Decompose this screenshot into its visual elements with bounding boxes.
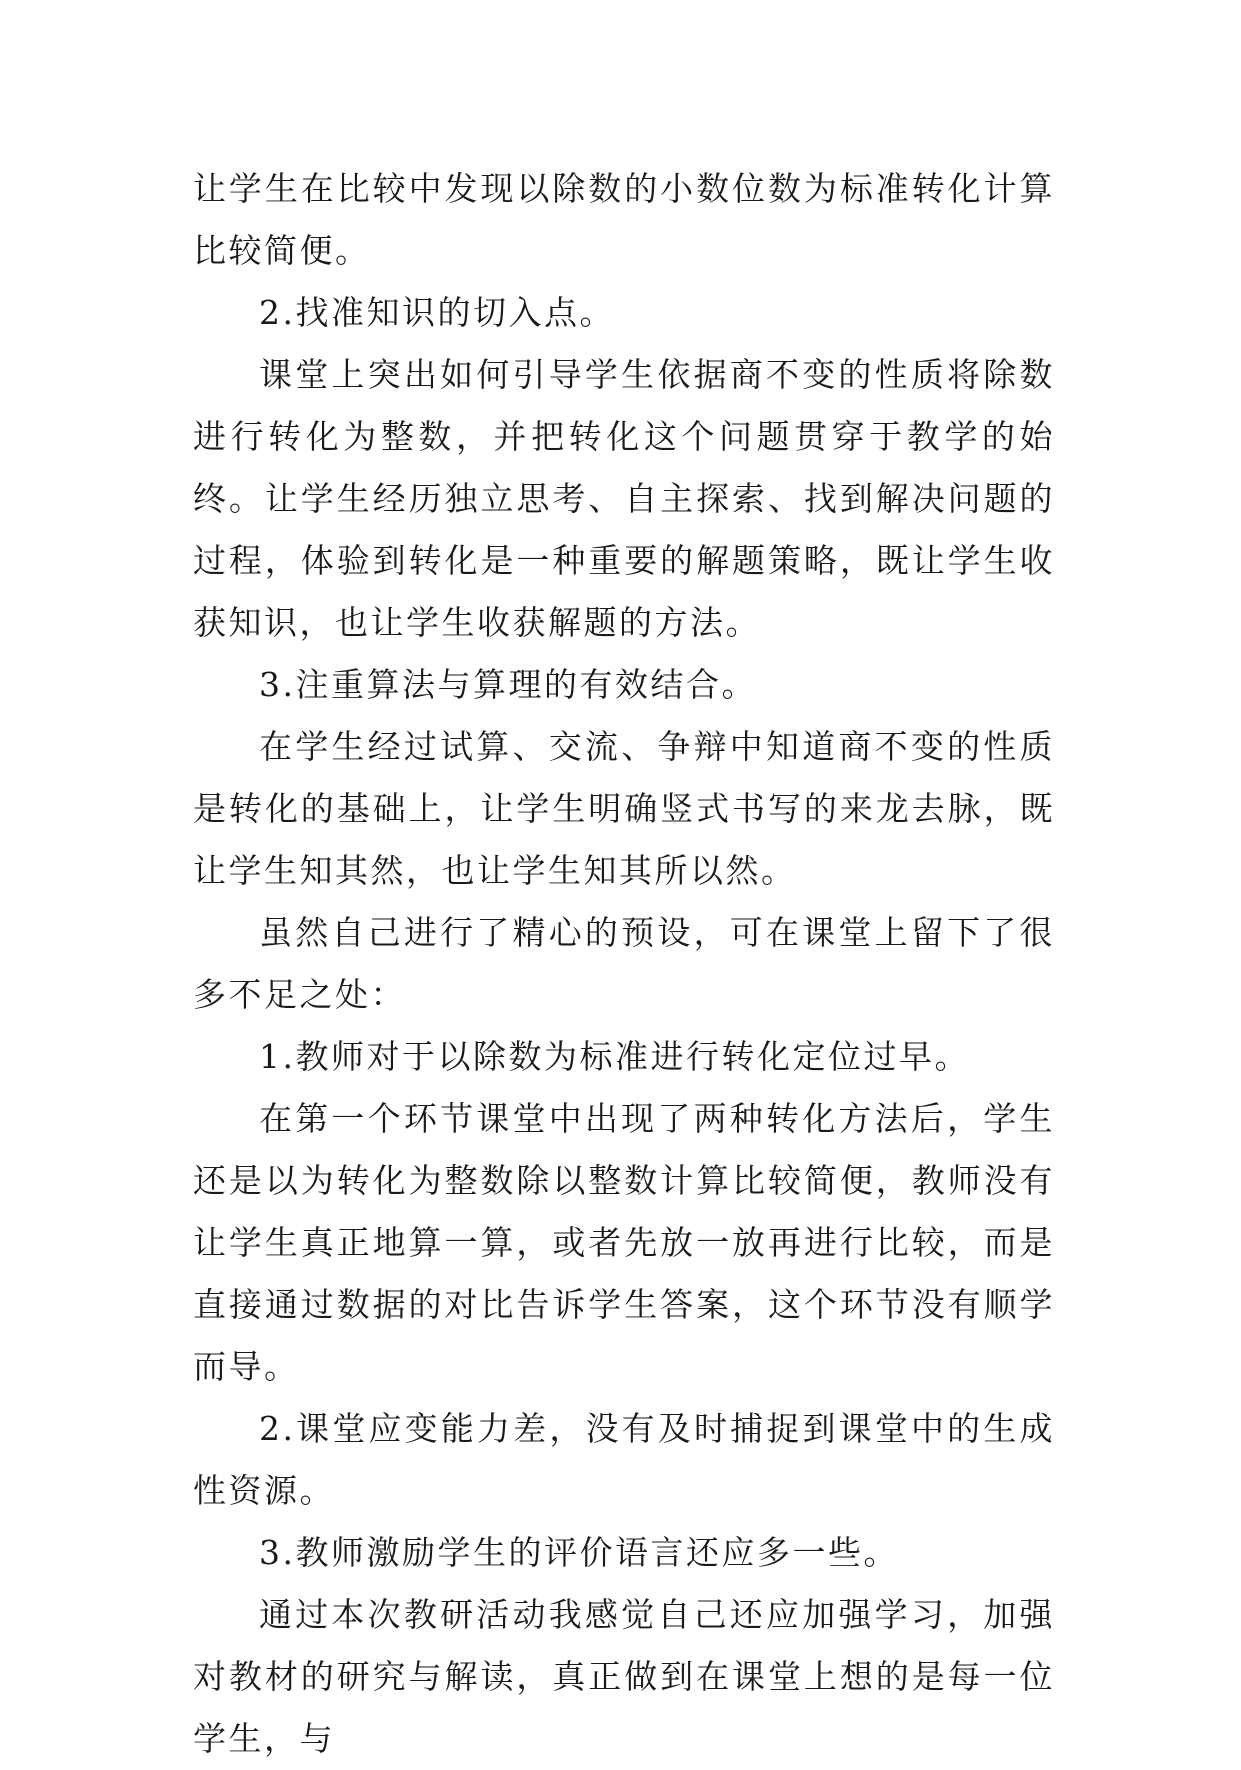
paragraph: 通过本次教研活动我感觉自己还应加强学习，加强对教材的研究与解读，真正做到在课堂上想的是每一位学生，与 bbox=[193, 1595, 1055, 1758]
paragraph: 2.找准知识的切入点。 bbox=[259, 293, 615, 332]
paragraph: 3.教师激励学生的评价语言还应多一些。 bbox=[259, 1533, 899, 1572]
paragraph: 让学生在比较中发现以除数的小数位数为标准转化计算比较简便。 bbox=[193, 169, 1055, 270]
paragraph: 2.课堂应变能力差，没有及时捕捉到课堂中的生成性资源。 bbox=[193, 1409, 1055, 1510]
paragraph: 1.教师对于以除数为标准进行转化定位过早。 bbox=[259, 1037, 970, 1076]
paragraph: 3.注重算法与算理的有效结合。 bbox=[259, 665, 757, 704]
paragraph: 在第一个环节课堂中出现了两种转化方法后，学生还是以为转化为整数除以整数计算比较简便，教师没有让学生真正地算一算，或者先放一放再进行比较，而是直接通过数据的对比告诉学生答案，这个环节没有顺学而导。 bbox=[193, 1099, 1055, 1386]
paragraph: 虽然自己进行了精心的预设，可在课堂上留下了很多不足之处： bbox=[193, 913, 1055, 1014]
document-body bbox=[193, 158, 1055, 1770]
paragraph: 课堂上突出如何引导学生依据商不变的性质将除数进行转化为整数，并把转化这个问题贯穿于教学的始终。让学生经历独立思考、自主探索、找到解决问题的过程，体验到转化是一种重要的解题策略，既让学生收获知识，也让学生收获解题的方法。 bbox=[193, 355, 1055, 642]
paragraph: 在学生经过试算、交流、争辩中知道商不变的性质是转化的基础上，让学生明确竖式书写的来龙去脉，既让学生知其然，也让学生知其所以然。 bbox=[193, 727, 1055, 890]
